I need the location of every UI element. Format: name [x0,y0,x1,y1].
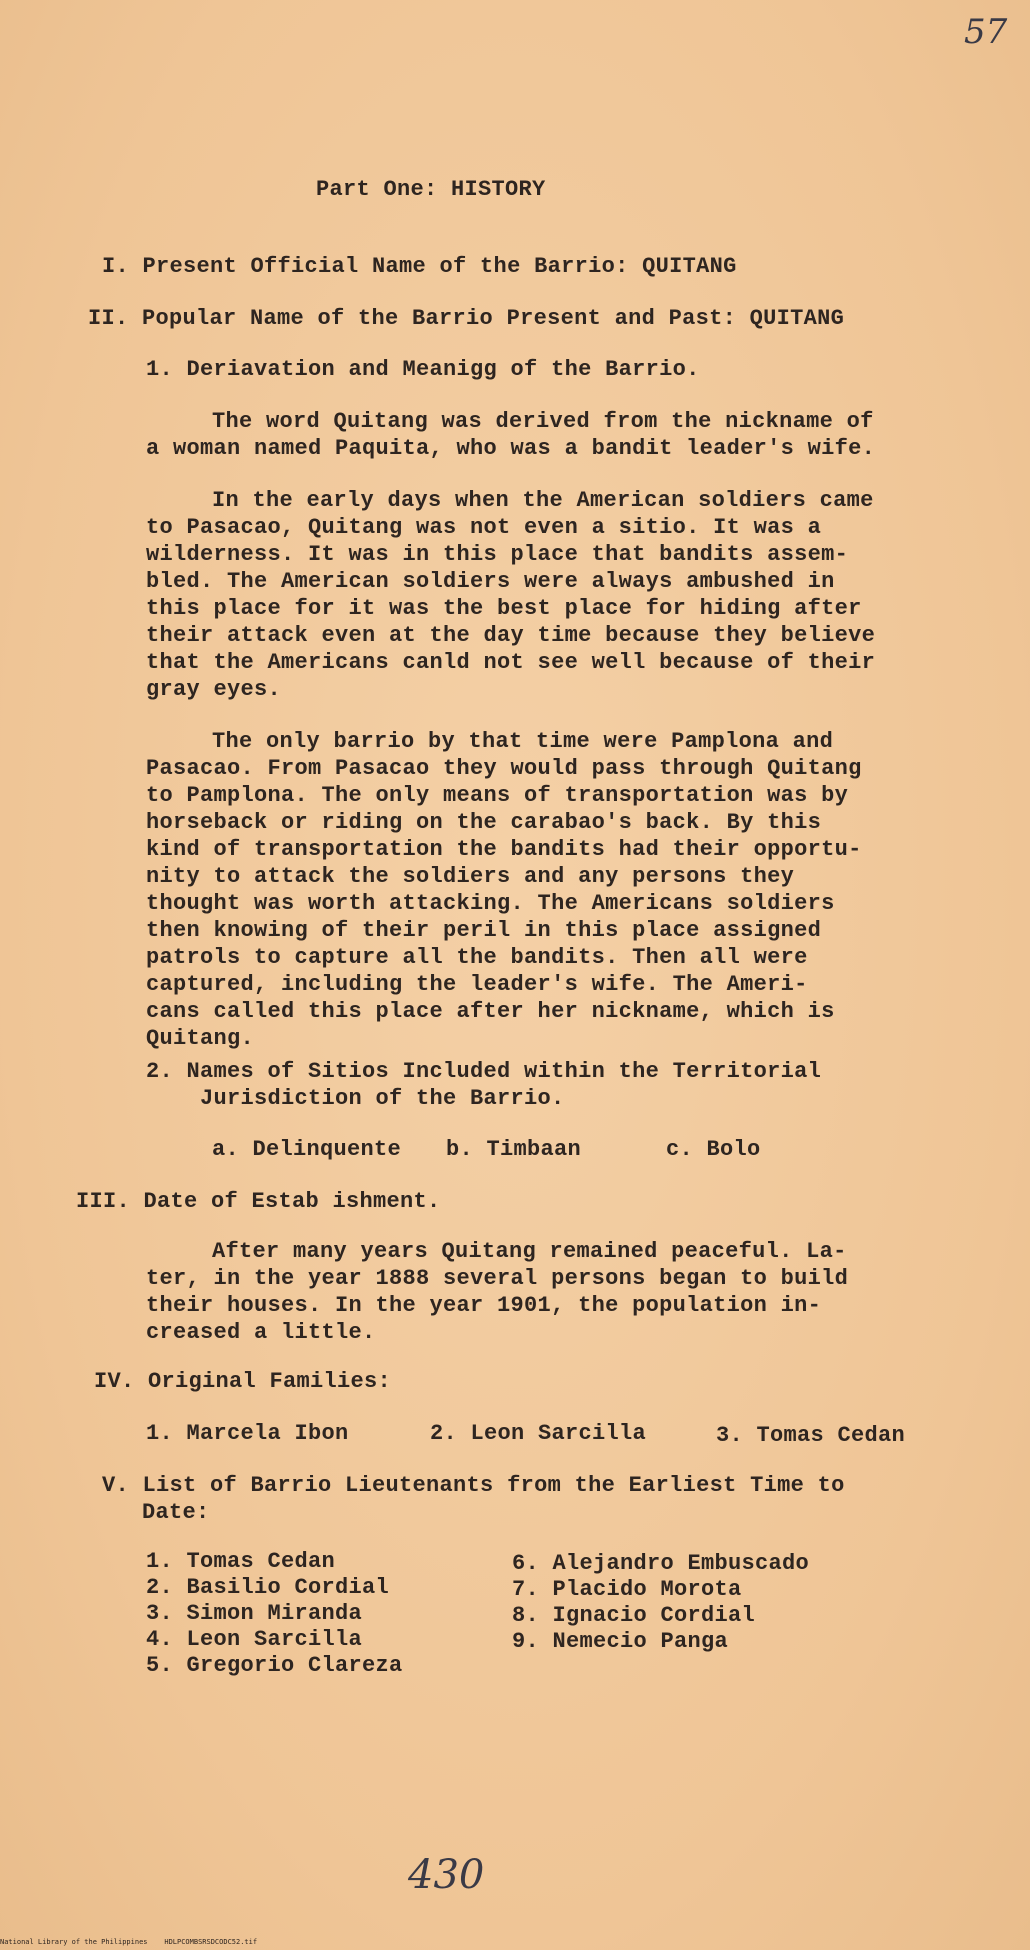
paragraph-line: horseback or riding on the carabao's back. By this [146,810,822,835]
lieutenant-item: 6. Alejandro Embuscado [512,1551,810,1576]
page-heading: Part One: HISTORY [316,177,546,202]
paragraph-line: ter, in the year 1888 several persons began to build [146,1266,849,1291]
paragraph-line: After many years Quitang remained peaceful. La- [212,1239,847,1264]
paragraph-line: a woman named Paquita, who was a bandit leader's wife. [146,436,876,461]
sitio-item: b. Timbaan [446,1137,582,1162]
paragraph-line: captured, including the leader's wife. The Ameri- [146,972,808,997]
paragraph-line: The only barrio by that time were Pamplona and [212,729,834,754]
sitio-item: a. Delinquente [212,1137,402,1162]
section-5-cont: Date: [142,1500,210,1525]
lieutenant-item: 4. Leon Sarcilla [146,1627,363,1652]
subsection-2-2: 2. Names of Sitios Included within the Territorial [146,1059,822,1084]
paragraph-line: Pasacao. From Pasacao they would pass through Quitang [146,756,862,781]
paragraph-line: to Pasacao, Quitang was not even a sitio. It was a [146,515,822,540]
paragraph-line: Quitang. [146,1026,255,1051]
paragraph-line: nity to attack the soldiers and any persons they [146,864,795,889]
section-5: V. List of Barrio Lieutenants from the Earliest Time to [102,1473,845,1498]
paragraph-line: bled. The American soldiers were always ambushed in [146,569,835,594]
sitio-item: c. Bolo [666,1137,761,1162]
paragraph-line: their houses. In the year 1901, the population in- [146,1293,822,1318]
paragraph-line: gray eyes. [146,677,282,702]
subsection-2-2-cont: Jurisdiction of the Barrio. [200,1086,565,1111]
paragraph-line: The word Quitang was derived from the nickname of [212,409,874,434]
footer-archive-label: National Library of the Philippines HDLPCOMBSRSDCODC52.tif [0,1938,258,1946]
section-2: II. Popular Name of the Barrio Present and Past: QUITANG [88,306,845,331]
lieutenant-item: 7. Placido Morota [512,1577,742,1602]
family-item: 2. Leon Sarcilla [430,1421,647,1446]
family-item: 1. Marcela Ibon [146,1421,349,1446]
paragraph-line: thought was worth attacking. The Americans soldiers [146,891,835,916]
section-3: III. Date of Estab ishment. [76,1189,441,1214]
section-4: IV. Original Families: [94,1369,392,1394]
lieutenant-item: 2. Basilio Cordial [146,1575,390,1600]
paragraph-line: their attack even at the day time because they believe [146,623,876,648]
lieutenant-item: 1. Tomas Cedan [146,1549,336,1574]
lieutenant-item: 3. Simon Miranda [146,1601,363,1626]
paragraph-line: cans called this place after her nickname, which is [146,999,835,1024]
subsection-2-1: 1. Deriavation and Meanigg of the Barrio. [146,357,700,382]
paragraph-line: creased a little. [146,1320,376,1345]
paragraph-line: this place for it was the best place for hiding after [146,596,862,621]
paragraph-line: In the early days when the American soldiers came [212,488,874,513]
paragraph-line: wilderness. It was in this place that bandits assem- [146,542,849,567]
handwritten-number: 430 [408,1852,485,1898]
lieutenant-item: 5. Gregorio Clareza [146,1653,403,1678]
lieutenant-item: 8. Ignacio Cordial [512,1603,756,1628]
handwritten-page-number: 57 [964,12,1008,52]
lieutenant-item: 9. Nemecio Panga [512,1629,729,1654]
paragraph-line: that the Americans canld not see well because of their [146,650,876,675]
section-1: I. Present Official Name of the Barrio: QUITANG [102,254,737,279]
paragraph-line: kind of transportation the bandits had their opportu- [146,837,862,862]
family-item: 3. Tomas Cedan [716,1423,906,1448]
paragraph-line: then knowing of their peril in this place assigned [146,918,822,943]
paragraph-line: patrols to capture all the bandits. Then all were [146,945,808,970]
paragraph-line: to Pamplona. The only means of transportation was by [146,783,849,808]
